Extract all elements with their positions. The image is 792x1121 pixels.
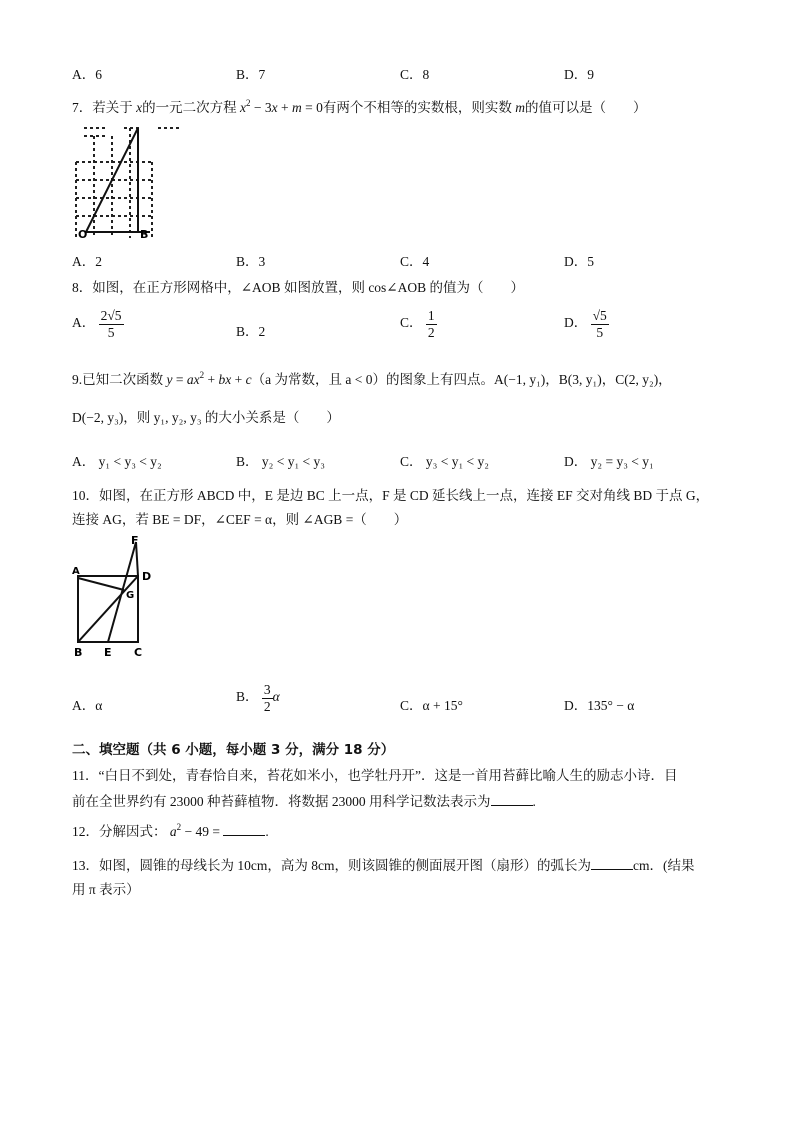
q7-option-a: A．2 — [72, 254, 102, 269]
section2-heading: 二、填空题（共 6 小题，每小题 3 分，满分 18 分） — [72, 742, 395, 758]
q8-option-a: A． $\frac{2√5}{5}$ — [72, 308, 122, 340]
q9-option-b: B． y₂ < y₁ < y₃ — [236, 454, 325, 469]
q10-fig-label-c: C — [134, 646, 143, 659]
q8-option-d: D． $\frac{√5}{5}$ — [564, 308, 607, 340]
q11-line2: 前在全世界约有 23000 种苔藓植物．将数据 23000 用科学记数法表示为 . — [72, 794, 536, 809]
q12-stem: 12．分解因式： $a^2 - 49$ = . — [72, 822, 269, 839]
q7-grid-figure — [72, 120, 182, 244]
q9-option-d: D． y₂ = y₃ < y₁ — [564, 454, 654, 469]
q10-stem-line1: 10．如图，在正方形 ABCD 中，E 是边 BC 上一点，F 是 CD 延长线上一点，连接 EF 交对角线 BD 于点 G， — [72, 488, 710, 503]
q6-option-d: D．9 — [564, 67, 594, 82]
q13-line2: 用 π 表示） — [72, 882, 140, 897]
q10-fig-label-e: E — [104, 646, 112, 659]
q10-fig-label-b: B — [74, 646, 83, 659]
q7-fig-label-b: B — [140, 228, 149, 241]
q12-answer-blank[interactable] — [223, 824, 265, 836]
q11-line1: 11．“白日不到处，青春恰自来，苔花如米小，也学牡丹开”．这是一首用苔藓比喻人生的励志小诗．目 — [72, 768, 678, 783]
q10-fig-label-g: G — [126, 590, 135, 601]
q10-option-d: D．135° − α — [564, 698, 635, 713]
q8-option-c: C． $\frac{1}{2}$ — [400, 308, 435, 340]
q10-stem-line2: 连接 AG，若 BE = DF，∠CEF = α，则 ∠AGB =（ ） — [72, 512, 408, 527]
q10-fig-label-d: D — [142, 570, 152, 583]
q7-option-c: C．4 — [400, 254, 430, 269]
q10-square-figure — [70, 532, 160, 662]
q8-option-b: B．2 — [236, 324, 266, 339]
q10-option-a: A．α — [72, 698, 103, 713]
q9-option-c: C． y₃ < y₁ < y₂ — [400, 454, 489, 469]
q8-stem: 8．如图，在正方形网格中，∠AOB 如图放置，则 cos∠AOB 的值为（ ） — [72, 280, 524, 295]
q6-option-c: C．8 — [400, 67, 430, 82]
q13-answer-blank[interactable] — [591, 858, 633, 870]
q9-stem-line1: 9.已知二次函数 $y = ax^2$ + bx + c（a 为常数，且 a < 0）的图象上有四点。A(−1, y₁)，B(3, y₁)，C(2, y₂)， — [72, 370, 672, 387]
q7-option-b: B．3 — [236, 254, 266, 269]
q7-fig-label-o: O — [78, 228, 88, 241]
q9-stem-line2: D(−2, y₃)，则 y₁, y₂, y₃ 的大小关系是（ ） — [72, 410, 340, 425]
q6-option-a: A．6 — [72, 67, 102, 82]
q7-stem: 7．若关于 x的一元二次方程 $x^2 - 3x + m = 0$有两个不相等的实数根，则实数 m的值可以是（ ） — [72, 98, 647, 115]
q10-option-b: B． $\frac{3}{2}$ α — [236, 682, 280, 714]
q11-answer-blank[interactable] — [491, 794, 533, 806]
q10-option-c: C．α + 15° — [400, 698, 463, 713]
q7-option-d: D．5 — [564, 254, 594, 269]
q13-line1: 13．如图，圆锥的母线长为 10cm，高为 8cm，则该圆锥的侧面展开图（扇形）的弧长为 cm．(结果 — [72, 858, 695, 873]
q9-option-a: A． y₁ < y₃ < y₂ — [72, 454, 162, 469]
q10-fig-label-f: F — [131, 534, 139, 547]
q6-option-b: B．7 — [236, 67, 266, 82]
q10-fig-label-a: A — [72, 566, 80, 577]
